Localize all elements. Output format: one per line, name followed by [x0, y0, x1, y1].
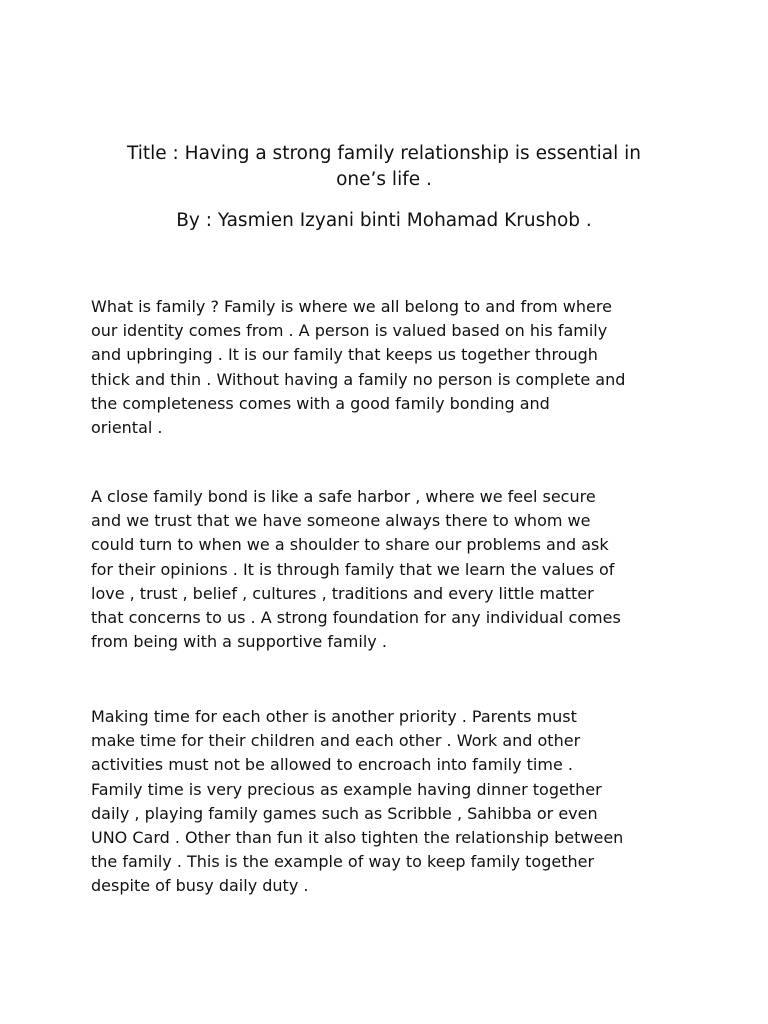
- paragraph-3: Making time for each other is another priority . Parents must make time for their children and each other . Work and other activities must not be allowed to encroach into family time . Family time is very precious as example having dinner together daily , playing family games such as Scribble , Sahibba or even UNO Card . Other than fun it also tighten the relationship between the family . This is the example of way to keep family together despite of busy daily duty .: [91, 707, 624, 896]
- paragraph-1: What is family ? Family is where we all belong to and from where our identity comes from . A person is valued based on his family and upbringing . It is our family that keeps us together through thick and thin . Without having a family no person is complete and the completeness comes with a good family bonding and oriental .: [91, 297, 626, 438]
- document-author: By : Yasmien Izyani binti Mohamad Krushob .: [176, 210, 592, 231]
- paragraph-2: A close family bond is like a safe harbor , where we feel secure and we trust that we have someone always there to whom we could turn to when we a shoulder to share our problems and ask for their opinions . It is through family that we learn the values of love , trust , belief , cultures , traditions and every little matter that concerns to us . A strong foundation for any individual comes from being with a supportive family .: [91, 487, 621, 652]
- document-title: Title : Having a strong family relationship is essential in one’s life .: [127, 143, 641, 190]
